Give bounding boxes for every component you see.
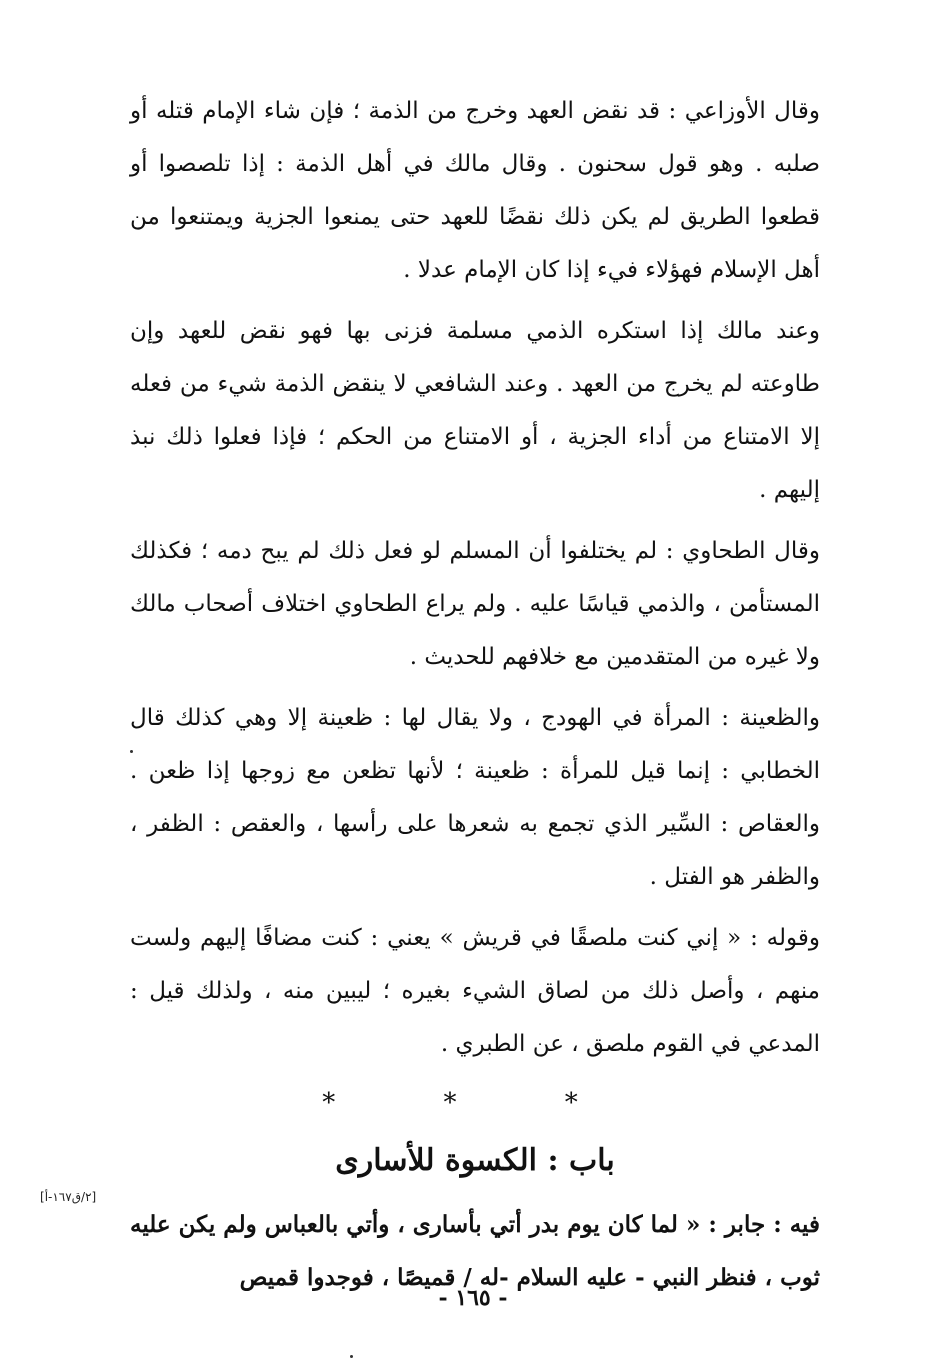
margin-reference: [٢/ق١٦٧-أ] xyxy=(40,1190,97,1204)
paragraph-zaina: والظعينة : المرأة في الهودج ، ولا يقال لها : ظعينة إلا وهي كذلك قال الخطابي : إنما قيل للمرأة : ظعينة ؛ لأنها تظعن مع زوجها إذا ظعن . والعقاص : السِّير الذي تجمع به شعرها على رأسها ، والعقص : الظفر ، والظفر هو الفتل . xyxy=(130,705,820,890)
chapter-text: فيه : جابر : « لما كان يوم بدر أتي بأسارى ، وأتي بالعباس ولم يكن عليه ثوب ، فنظر النبي - عليه السلام -له / قميصًا ، فوجدوا قميص xyxy=(130,1211,820,1291)
scan-speck xyxy=(130,750,133,753)
paragraph-malik: وعند مالك إذا استكره الذمي مسلمة فزنى بها فهو نقض للعهد وإن طاوعته لم يخرج من العهد . وعند الشافعي لا ينقض الذمة شيء من فعله إلا الامتناع من أداء الجزية ، أو الامتناع من الحكم ؛ فإذا فعلوا ذلك نبذ إليهم . xyxy=(130,318,820,503)
page-body xyxy=(130,85,820,1304)
paragraph-tahawi: وقال الطحاوي : لم يختلفوا أن المسلم لو فعل ذلك لم يبح دمه ؛ فكذلك المستأمن ، والذمي قياسًا عليه . ولم يراع الطحاوي اختلاف أصحاب مالك ولا غيره من المتقدمين مع خلافهم للحديث . xyxy=(130,538,820,670)
chapter-title: باب : الكسوة للأسارى xyxy=(335,1143,615,1178)
paragraph-mulsaq: وقوله : « إني كنت ملصقًا في قريش » يعني : كنت مضافًا إليهم ولست منهم ، وأصل ذلك من لصاق الشيء بغيره ؛ ليبين منه ، ولذلك قيل : المدعي في القوم ملصق ، عن الطبري . xyxy=(130,925,820,1057)
section-separator: * * * xyxy=(322,1088,628,1118)
paragraph-awzai: وقال الأوزاعي : قد نقض العهد وخرج من الذمة ؛ فإن شاء الإمام قتله أو صلبه . وهو قول سحنون . وقال مالك في أهل الذمة : إذا تلصصوا أو قطعوا الطريق لم يكن ذلك نقضًا للعهد حتى يمنعوا الجزية ويمتنعوا من أهل الإسلام فهؤلاء فيء إذا كان الإمام عدلا . xyxy=(130,98,820,283)
page-number: - ١٦٥ - xyxy=(438,1285,508,1311)
scan-speck xyxy=(350,1355,353,1358)
